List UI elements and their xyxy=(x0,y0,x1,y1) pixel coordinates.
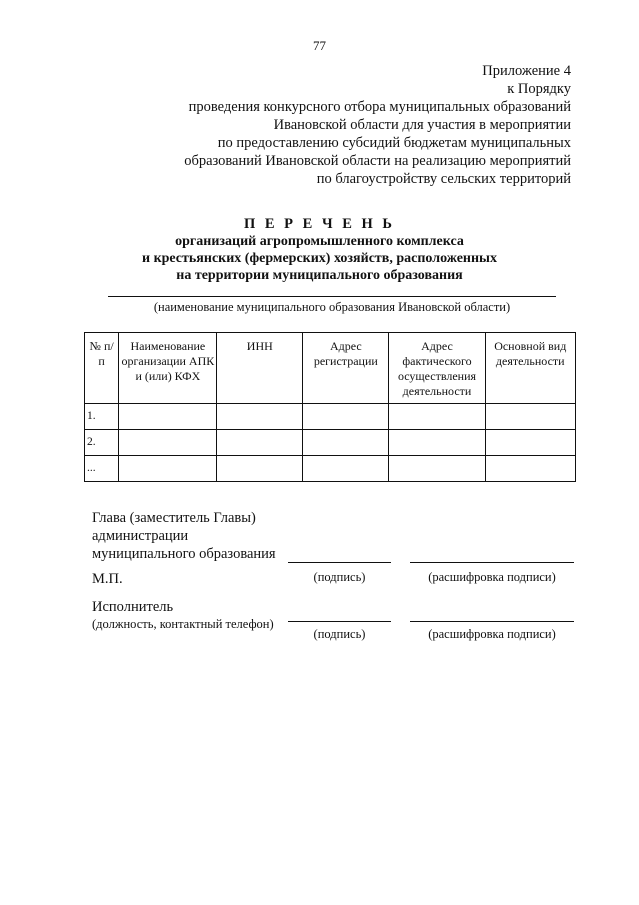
head-signature-caption: (подпись) xyxy=(313,570,366,584)
appendix-line: к Порядку xyxy=(507,81,571,97)
table-cell xyxy=(485,456,575,482)
table-cell: 1. xyxy=(85,404,119,430)
title-heading: П Е Р Е Ч Е Н Ь xyxy=(243,216,396,232)
appendix-line: Ивановской области для участия в мероприятии xyxy=(273,117,571,133)
table-cell xyxy=(303,404,389,430)
header-activity-type: Основной вид деятельности xyxy=(485,333,575,404)
table-header-row xyxy=(85,333,576,404)
header-name: Наименование организации АПК и (или) КФХ xyxy=(119,333,217,404)
table-cell xyxy=(389,430,485,456)
table-cell xyxy=(485,404,575,430)
executor-label: Исполнитель xyxy=(92,599,174,615)
table-row xyxy=(85,430,576,456)
head-line: муниципального образования xyxy=(92,546,276,562)
table-cell: ... xyxy=(85,456,119,482)
head-line: администрации xyxy=(92,528,189,544)
head-decoding-line xyxy=(410,562,574,563)
executor-signature-line xyxy=(288,621,391,622)
appendix-line: образований Ивановской области на реализацию мероприятий xyxy=(184,153,571,169)
appendix-line: по предоставлению субсидий бюджетам муниципальных xyxy=(217,135,571,151)
appendix-line: по благоустройству сельских территорий xyxy=(316,171,571,187)
appendix-line: проведения конкурсного отбора муниципальных образований xyxy=(188,99,571,115)
municipality-caption: (наименование муниципального образования Ивановской области) xyxy=(153,300,511,314)
header-inn: ИНН xyxy=(217,333,303,404)
appendix-header xyxy=(184,62,571,188)
table-row xyxy=(85,456,576,482)
head-signatory xyxy=(92,509,276,563)
stamp-mark: М.П. xyxy=(92,571,123,587)
head-line: Глава (заместитель Главы) xyxy=(92,510,256,526)
table-row xyxy=(85,404,576,430)
header-number: № п/п xyxy=(85,333,119,404)
executor-decoding-line xyxy=(410,621,574,622)
municipality-fill-line xyxy=(108,296,556,297)
table-cell xyxy=(217,456,303,482)
executor-decoding-caption: (расшифровка подписи) xyxy=(428,627,556,641)
head-decoding-caption: (расшифровка подписи) xyxy=(428,570,556,584)
title-line: организаций агропромышленного комплекса xyxy=(175,234,464,249)
table-cell xyxy=(389,456,485,482)
table-cell xyxy=(119,456,217,482)
table-cell xyxy=(303,430,389,456)
executor-signature-caption: (подпись) xyxy=(313,627,366,641)
header-registration-address: Адрес регистрации xyxy=(303,333,389,404)
table-cell xyxy=(303,456,389,482)
header-actual-address: Адрес фактического осуществления деятельности xyxy=(389,333,485,404)
appendix-line: Приложение 4 xyxy=(482,63,571,79)
table-cell xyxy=(389,404,485,430)
organizations-table xyxy=(84,332,576,482)
table-cell xyxy=(119,404,217,430)
head-signature-line xyxy=(288,562,391,563)
table-cell: 2. xyxy=(85,430,119,456)
table-cell xyxy=(485,430,575,456)
title-line: и крестьянских (фермерских) хозяйств, расположенных xyxy=(142,251,497,266)
table-cell xyxy=(217,404,303,430)
table-cell xyxy=(119,430,217,456)
table-cell xyxy=(217,430,303,456)
title-line: на территории муниципального образования xyxy=(176,268,463,283)
executor-note: (должность, контактный телефон) xyxy=(92,617,274,631)
document-title xyxy=(0,216,639,284)
page-number: 77 xyxy=(313,38,326,53)
